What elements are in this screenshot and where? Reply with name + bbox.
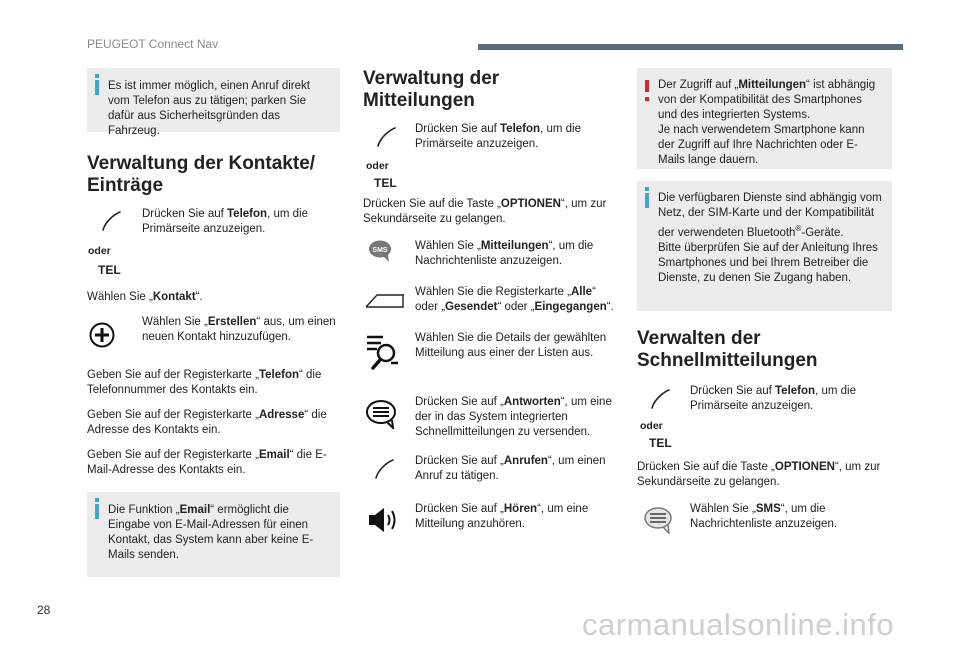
- step-tabs-text: Wählen Sie die Registerkarte „Alle“ oder „Gesendet“ oder „Eingegangen“.: [415, 286, 614, 313]
- step-phone: [637, 384, 892, 450]
- speaker-icon: [367, 506, 399, 534]
- warning-note-text: Der Zugriff auf „Mitteilungen“ ist abhängig von der Kompatibilität des Smartphones und des integrierten Systems. Je nach verwendetem Smartphone kann der Zugriff auf Ihre Nachrichten oder E-Mails lange dauern.: [658, 79, 876, 166]
- warning-marker-icon: [645, 80, 649, 92]
- sms-icon: [367, 239, 395, 265]
- step-phone: [87, 207, 340, 277]
- header-title: PEUGEOT Connect Nav: [87, 37, 219, 51]
- section-title-messages: Verwaltung der Mitteilungen: [363, 68, 500, 111]
- tel-label: TEL: [649, 436, 672, 450]
- step-tabs: [363, 285, 615, 327]
- sms-badge-text: SMS: [372, 247, 388, 254]
- info-services-text: Die verfügbaren Dienste sind abhängig vom Netz, der SIM-Karte und der Kompatibilität der verwendeten Bluetooth®-Geräte. Bitte überprüfen Sie auf der Anleitung Ihres Smartphones und bei Ihrem Betreiber die Dienste, zu denen Sie Zugang haben.: [658, 192, 882, 284]
- phone-icon: [649, 388, 671, 410]
- info-note: [87, 68, 340, 137]
- step-phone-text: Drücken Sie auf Telefon, um die Primärseite anzuzeigen.: [142, 208, 308, 235]
- page-number: 28: [37, 603, 51, 617]
- step-details-text: Wählen Sie die Details der gewählten Mitteilung aus einer der Listen aus.: [415, 332, 607, 359]
- warning-note: [637, 68, 892, 169]
- tel-label: TEL: [374, 176, 397, 190]
- select-contact-text: Wählen Sie „Kontakt“.: [87, 291, 203, 303]
- address-tab-text: Geben Sie auf der Registerkarte „Adresse“ die Adresse des Kontakts ein.: [87, 409, 327, 436]
- oder-label: oder: [640, 420, 663, 432]
- info-marker-icon: [95, 80, 99, 95]
- section-title-contacts: Verwaltung der Kontakte/ Einträge: [87, 153, 316, 196]
- options-text: Drücken Sie auf die Taste „OPTIONEN“, um zur Sekundärseite zu gelangen.: [637, 461, 881, 488]
- step-messages-text: Wählen Sie „Mitteilungen“, um die Nachrichtenliste anzuzeigen.: [415, 240, 594, 267]
- details-search-icon: [365, 333, 399, 371]
- step-reply: [363, 395, 615, 451]
- column-contacts: [87, 68, 340, 577]
- email-note-text: Die Funktion „Email“ ermöglicht die Eingabe von E-Mail-Adressen für einen Kontakt, das System kann aber keine E-Mails senden.: [108, 504, 314, 561]
- phone-icon: [100, 210, 122, 232]
- phone-tab-text: Geben Sie auf der Registerkarte „Telefon“ die Telefonnummer des Kontakts ein.: [87, 369, 322, 396]
- info-note-services: [637, 181, 892, 311]
- step-phone-text: Drücken Sie auf Telefon, um die Primärseite anzuzeigen.: [690, 385, 856, 412]
- phone-icon: [375, 126, 397, 148]
- step-phone: [363, 122, 615, 188]
- info-marker-icon: [645, 193, 649, 208]
- watermark: carmanualsonline.info: [582, 607, 895, 642]
- email-note: [87, 492, 340, 577]
- info-marker-icon: [95, 504, 99, 519]
- tab-icon: [365, 292, 405, 310]
- reply-message-icon: [365, 399, 397, 429]
- header-bar: [478, 44, 903, 50]
- step-sms: [637, 502, 892, 542]
- step-reply-text: Drücken Sie auf „Antworten“, um eine der in das System integrierten Schnellmitteilungen zu versenden.: [415, 396, 612, 438]
- step-listen: [363, 502, 615, 542]
- oder-label: oder: [366, 160, 389, 172]
- oder-label: oder: [88, 245, 111, 257]
- step-create-text: Wählen Sie „Erstellen“ aus, um einen neuen Kontakt hinzuzufügen.: [142, 316, 336, 343]
- step-details: [363, 331, 615, 385]
- step-call-text: Drücken Sie auf „Anrufen“, um einen Anruf zu tätigen.: [415, 455, 606, 482]
- email-tab-text: Geben Sie auf der Registerkarte „Email“ die E-Mail-Adresse des Kontakts ein.: [87, 449, 327, 476]
- step-sms-text: Wählen Sie „SMS“, um die Nachrichtenliste anzuzeigen.: [690, 503, 838, 530]
- info-note-text: Es ist immer möglich, einen Anruf direkt vom Telefon aus zu tätigen; parken Sie dafür aus Sicherheitsgründen das Fahrzeug.: [108, 80, 310, 137]
- plus-circle-icon: [89, 322, 115, 348]
- quick-message-icon: [643, 506, 673, 534]
- step-messages: [363, 239, 615, 279]
- column-quick-messages: [637, 68, 892, 542]
- step-call: [363, 454, 615, 494]
- section-title-quick-messages: Verwalten der Schnellmitteilungen: [637, 328, 818, 371]
- column-messages: [363, 68, 615, 542]
- options-text: Drücken Sie auf die Taste „OPTIONEN“, um zur Sekundärseite zu gelangen.: [363, 198, 607, 225]
- phone-icon: [373, 458, 395, 480]
- step-create: [87, 315, 340, 357]
- tel-label: TEL: [98, 263, 121, 277]
- step-listen-text: Drücken Sie auf „Hören“, um eine Mitteilung anzuhören.: [415, 503, 589, 530]
- step-phone-text: Drücken Sie auf Telefon, um die Primärseite anzuzeigen.: [415, 123, 581, 150]
